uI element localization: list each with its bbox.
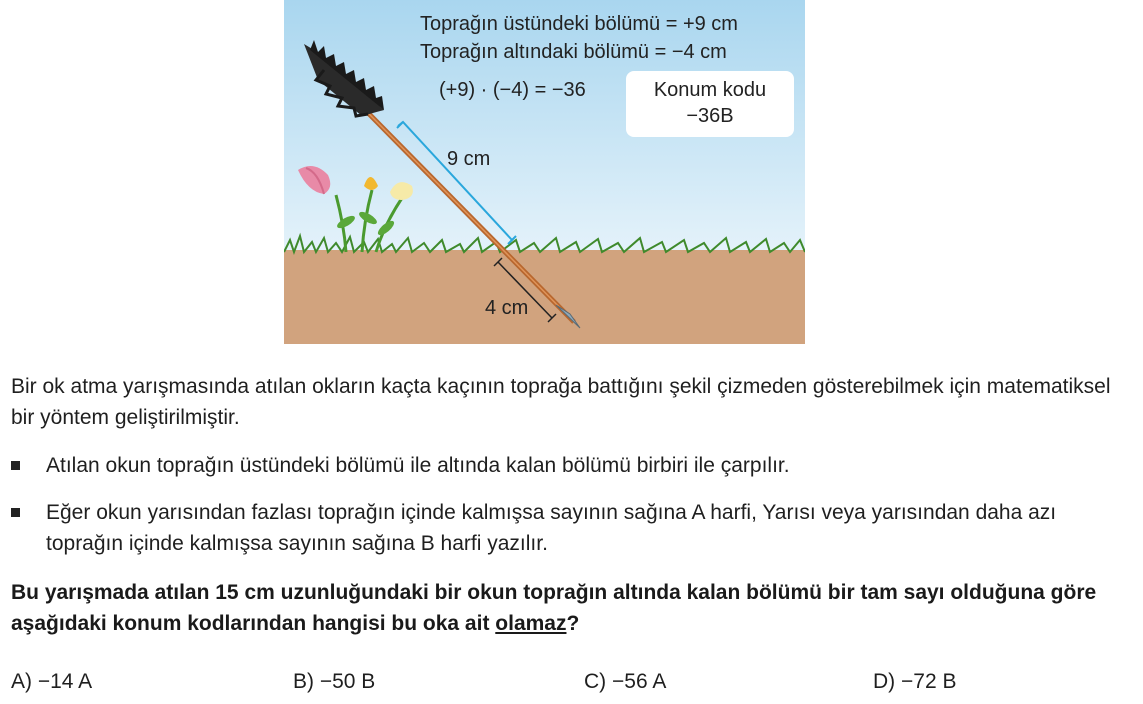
choice-b[interactable] bbox=[293, 670, 375, 694]
question-mark: ? bbox=[566, 612, 580, 635]
question-text bbox=[11, 577, 1136, 639]
choice-letter: C) bbox=[584, 670, 607, 693]
choice-letter: D) bbox=[873, 670, 896, 693]
bullet-square-icon bbox=[11, 461, 20, 470]
length-above-label: 9 cm bbox=[447, 148, 491, 170]
question-emphasis: olamaz bbox=[495, 612, 567, 635]
choice-c[interactable] bbox=[584, 670, 666, 694]
location-code-value: −36B bbox=[686, 105, 734, 127]
product-equation: (+9) · (−4) = −36 bbox=[439, 79, 586, 101]
bullet-square-icon bbox=[11, 508, 20, 517]
location-code-box bbox=[626, 71, 794, 137]
choice-value: −14 A bbox=[37, 670, 93, 693]
soil bbox=[284, 250, 805, 344]
choice-value: −50 B bbox=[319, 670, 376, 693]
choice-d[interactable] bbox=[873, 670, 956, 694]
choice-letter: B) bbox=[293, 670, 314, 693]
question-body: Bu yarışmada atılan 15 cm uzunluğundaki bir okun toprağın altında kalan bölümü bir tam sayı olduğuna göre aşağıdaki konum kodlarından hangisi bu oka ait bbox=[11, 581, 1097, 635]
arrow-illustration bbox=[284, 0, 805, 344]
choice-letter: A) bbox=[11, 670, 32, 693]
location-code-label: Konum kodu bbox=[653, 79, 767, 101]
choice-value: −72 B bbox=[901, 670, 957, 693]
length-below-label: 4 cm bbox=[485, 297, 529, 319]
choice-value: −56 A bbox=[612, 670, 667, 693]
below-soil-line: Toprağın altındaki bölümü = −4 cm bbox=[420, 41, 727, 63]
rule-text-1: Atılan okun toprağın üstündeki bölümü ile altında kalan bölümü birbiri ile çarpılır. bbox=[46, 454, 790, 477]
above-soil-line: Toprağın üstündeki bölümü = +9 cm bbox=[420, 13, 738, 35]
choice-a[interactable] bbox=[11, 670, 92, 694]
rule-text-2: Eğer okun yarısından fazlası toprağın içinde kalmışsa sayının sağına A harfi, Yarısı veya yarısından daha azı toprağın içinde kalmışsa sayının sağına B harfi yazılır. bbox=[46, 501, 1057, 555]
intro-paragraph: Bir ok atma yarışmasında atılan okların kaçta kaçının toprağa battığını şekil çizmeden gösterebilmek için matematiksel bir yöntem geliştirilmiştir. bbox=[11, 375, 1111, 429]
